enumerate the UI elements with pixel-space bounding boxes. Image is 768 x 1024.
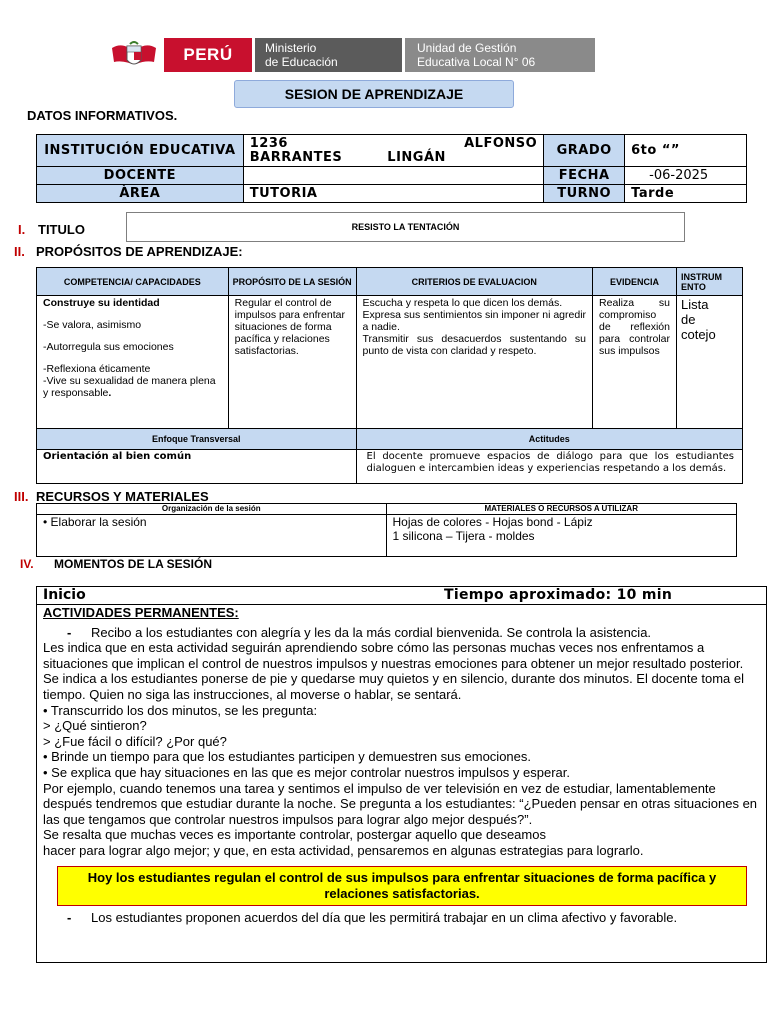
ugel-label — [405, 38, 595, 72]
purpose-highlight: Hoy los estudiantes regulan el control de sus impulsos para enfrentar situaciones de forma pacífica y relaciones satisfactorias. — [57, 866, 747, 906]
section-momentos — [20, 557, 212, 571]
criterio-2: Expresa sus sentimientos sin imponer ni agredir a nadie. — [362, 309, 587, 333]
grado-value: 6to “” — [625, 135, 747, 167]
area-value: TUTORIA — [243, 185, 543, 203]
activity-1 — [43, 625, 760, 641]
org-header: Organización de la sesión — [37, 504, 387, 515]
instrumento-cell — [676, 296, 742, 429]
activity-9: Por ejemplo, cuando tenemos una tarea y sentimos el impulso de ver televisión en vez de estudiar, lamentablemente después tendremos que estudiar durante la noche. Se pregunta a los estudiantes: “¿Pueden pensar en otras situaciones en las que tengamos que controlar nuestros impulsos para lograr algo mejor después?”. — [43, 780, 758, 827]
competencia-header: COMPETENCIA/ CAPACIDADES — [37, 268, 229, 296]
materiales-cell — [386, 515, 737, 557]
instrumento-header: INSTRUM ENTO — [676, 268, 742, 296]
activity-6: > ¿Fue fácil o difícil? ¿Por qué? — [43, 733, 227, 749]
section-ii-title: PROPÓSITOS DE APRENDIZAJE: — [36, 244, 243, 259]
grado-label: GRADO — [544, 135, 625, 167]
ministry-line-1: Ministerio — [265, 41, 317, 55]
capacidad-1: -Se valora, asimismo — [43, 319, 142, 331]
section-iv-number: IV. — [20, 557, 34, 571]
dash-bullet: - — [67, 624, 72, 640]
docente-value — [243, 167, 543, 185]
activity-7: • Brinde un tiempo para que los estudiantes participen y demuestren sus emociones. — [43, 749, 531, 765]
criterios-header: CRITERIOS DE EVALUACION — [356, 268, 593, 296]
section-propositos — [14, 244, 243, 259]
competencia-title: Construye su identidad — [43, 297, 160, 309]
proposito-cell: Regular el control de impulsos para enfrentar situaciones de forma pacífica y relaciones satisfactorias. — [228, 296, 356, 429]
criterios-cell — [356, 296, 593, 429]
capacidad-2: -Autorregula sus emociones — [43, 341, 174, 353]
propositos-table — [36, 267, 743, 484]
turno-value: Tarde — [625, 185, 747, 203]
momentos-header — [37, 587, 766, 605]
momentos-box — [36, 586, 767, 963]
inicio-label: Inicio — [43, 587, 86, 603]
ugel-line-2: Educativa Local N° 06 — [417, 55, 536, 69]
materiales-line-1: Hojas de colores - Hojas bond - Lápiz — [392, 515, 593, 529]
section-i-number: I. — [18, 222, 26, 237]
peru-crest-icon — [104, 38, 164, 72]
actividades-title: ACTIVIDADES PERMANENTES: — [43, 605, 239, 620]
document-title: SESION DE APRENDIZAJE — [234, 80, 514, 108]
tiempo-label: Tiempo aproximado: 10 min — [444, 587, 673, 603]
activity-10: Se resalta que muchas veces es importante controlar, postergar aquello que deseamos — [43, 827, 546, 843]
ministry-line-2: de Educación — [265, 55, 338, 69]
activity-5: > ¿Qué sintieron? — [43, 718, 147, 734]
enfoque-header: Enfoque Transversal — [37, 429, 357, 450]
activity-8: • Se explica que hay situaciones en las que es mejor controlar nuestros impulsos y esperar. — [43, 764, 570, 780]
section-iii-number: III. — [14, 489, 29, 504]
institucion-label: INSTITUCIÓN EDUCATIVA — [37, 135, 244, 167]
section-i-title: TITULO — [38, 222, 85, 237]
section-titulo — [18, 222, 85, 237]
materiales-header: MATERIALES O RECURSOS A UTILIZAR — [386, 504, 737, 515]
ministry-label — [255, 38, 402, 72]
capacidad-4-text: -Vive su sexualidad de manera plena y responsable — [43, 375, 216, 399]
activity-12 — [43, 910, 760, 926]
proposito-header: PROPÓSITO DE LA SESIÓN — [228, 268, 356, 296]
momentos-body — [37, 605, 766, 925]
docente-label: DOCENTE — [37, 167, 244, 185]
recursos-table — [36, 503, 737, 557]
fecha-value: -06-2025 — [625, 167, 747, 185]
activity-1-text: Recibo a los estudiantes con alegría y les da la más cordial bienvenida. Se controla la asistencia. — [91, 624, 652, 640]
evidencia-cell: Realiza su compromiso de reflexión para controlar sus impulsos — [593, 296, 677, 429]
datos-label: DATOS INFORMATIVOS — [27, 108, 174, 123]
titulo-box: RESISTO LA TENTACIÓN — [126, 212, 685, 242]
capacidad-4: -Vive su sexualidad de manera plena y responsable. — [43, 375, 216, 399]
activity-12-text: Los estudiantes proponen acuerdos del día que les permitirá trabajar en un clima afectivo y favorable. — [91, 909, 678, 925]
actitudes-value: El docente promueve espacios de diálogo para que los estudiantes dialoguen e intercambien ideas y experiencias respetando a los demás. — [356, 450, 743, 484]
dash-bullet: - — [67, 909, 72, 925]
fecha-label: FECHA — [544, 167, 625, 185]
activity-11: hacer para lograr algo mejor; y que, en esta actividad, pensaremos en algunas estrategias para lograrlo. — [43, 842, 644, 858]
criterio-1: Escucha y respeta lo que dicen los demás. — [362, 297, 563, 309]
section-iv-title: MOMENTOS DE LA SESIÓN — [54, 557, 213, 571]
activity-2: Les indica que en esta actividad seguirán aprendiendo sobre cómo las personas muchas veces nos enfrentamos a situaciones que implican el control de nuestros impulsos y nuestras emociones para obtener un mejor resultado posterior. — [43, 640, 744, 671]
datos-table — [36, 134, 747, 203]
activity-3: Se indica a los estudiantes ponerse de pie y quedarse muy quietos y en silencio, durante dos minutos. El docente toma el tiempo. Quien no siga las instrucciones, al moverse o hablar, se sentará. — [43, 671, 744, 702]
activity-4: • Transcurrido los dos minutos, se les pregunta: — [43, 702, 318, 718]
capacidad-3: -Reflexiona éticamente — [43, 363, 151, 375]
instrumento-text: Lista de cotejo — [680, 297, 716, 342]
peru-label: PERÚ — [164, 38, 252, 72]
materiales-line-2: 1 silicona – Tijera - moldes — [392, 529, 535, 543]
evidencia-header: EVIDENCIA — [593, 268, 677, 296]
header-banner — [104, 38, 595, 72]
competencia-cell — [37, 296, 229, 429]
criterio-3: Transmitir sus desacuerdos sustentando su punto de vista con claridad y respeto. — [362, 333, 587, 357]
section-recursos — [14, 489, 209, 504]
ugel-line-1: Unidad de Gestión — [417, 41, 517, 55]
institucion-value: 1236 ALFONSO BARRANTES LINGÁN — [243, 135, 543, 167]
datos-informativos-heading: DATOS INFORMATIVOS. — [27, 108, 178, 123]
area-label: ÀREA — [37, 185, 244, 203]
turno-label: TURNO — [544, 185, 625, 203]
enfoque-value: Orientación al bien común — [37, 450, 357, 484]
section-ii-number: II. — [14, 244, 25, 259]
section-iii-title: RECURSOS Y MATERIALES — [36, 489, 209, 504]
actitudes-header: Actitudes — [356, 429, 743, 450]
org-value: • Elaborar la sesión — [37, 515, 387, 557]
